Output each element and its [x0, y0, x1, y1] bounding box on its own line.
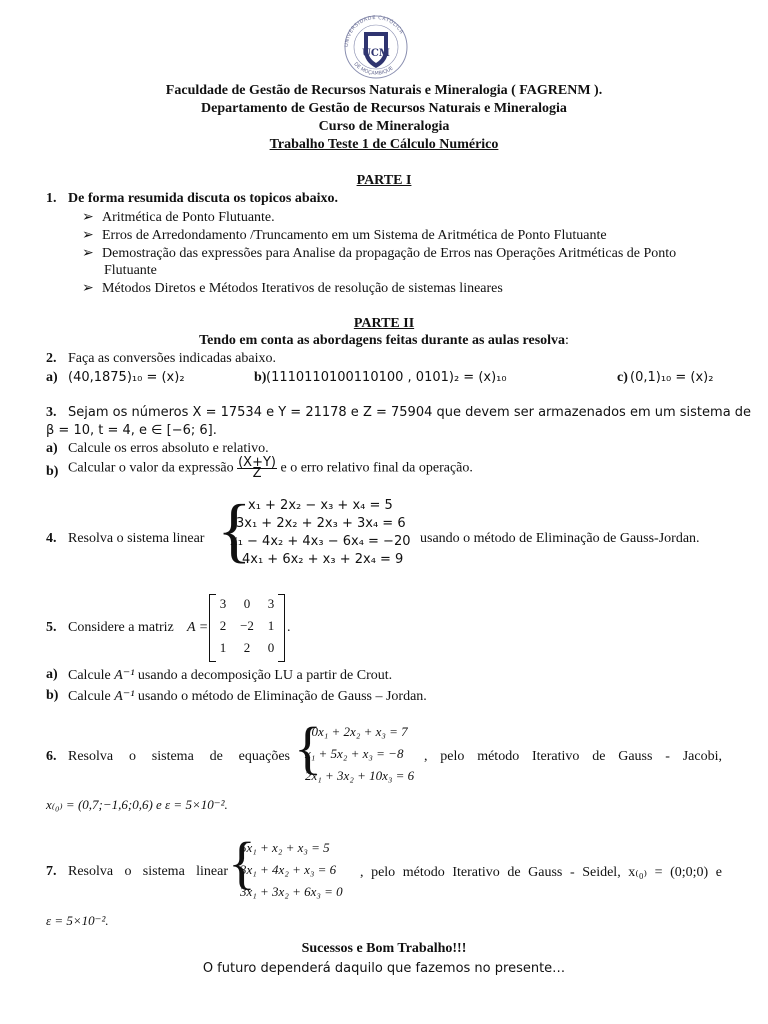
bullet-4: ➢ Métodos Diretos e Métodos Iterativos de resolução de sistemas lineares	[82, 281, 503, 296]
matrix-cell: 0	[267, 640, 275, 655]
department-title: Departamento de Gestão de Recursos Naturais e Mineralogia	[201, 101, 567, 116]
faculty-title: Faculdade de Gestão de Recursos Naturais e Mineralogia ( FAGRENM ).	[165, 83, 603, 98]
matrix-cell: 2	[219, 618, 227, 633]
q7-number: 7.	[46, 864, 57, 879]
q2-number: 2.	[46, 351, 57, 366]
q5a-text: Calcule A⁻¹ usando a decomposição LU a partir de Crout.	[68, 668, 393, 683]
q4-equation-2: 3x₁ + 2x₂ + 2x₃ + 3x₄ = 6	[236, 516, 406, 531]
matrix-cell: 2	[243, 640, 251, 655]
q7-text: Resolva o sistema linear	[68, 864, 228, 879]
arrow-bullet-icon: ➢	[82, 281, 94, 296]
q7-equation-3: 3x₁ + 3x₂ + 6x₃ = 0	[240, 884, 343, 899]
q7-equation-1: 5x₁ + x₂ + x₃ = 5	[240, 840, 330, 855]
q2b-expression: (1110110100110100 , 0101)₂ = (x)₁₀	[266, 370, 507, 385]
q5-text: Considere a matriz	[68, 620, 174, 635]
bullet-2: ➢ Erros de Arredondamento /Truncamento em um Sistema de Aritmética de Ponto Flutuante	[82, 228, 607, 243]
q6-equation-1: 10x₁ + 2x₂ + x₃ = 7	[305, 724, 408, 739]
svg-text:UCM: UCM	[362, 48, 390, 59]
part2-title: PARTE II	[353, 316, 415, 331]
q6-text: Resolva o sistema de equações	[68, 749, 290, 764]
q3-text-line2: β = 10, t = 4, e ∈ [−6; 6].	[46, 423, 217, 438]
q3b-label: b)	[46, 464, 59, 479]
q6-number: 6.	[46, 749, 57, 764]
q2a-expression: (40,1875)₁₀ = (x)₂	[68, 370, 185, 385]
q6-method: , pelo método Iterativo de Gauss - Jacobi,	[424, 749, 722, 764]
matrix-cell: 3	[219, 596, 227, 611]
closing-quote: O futuro dependerá daquilo que fazemos no presente…	[202, 961, 566, 976]
matrix-a	[209, 594, 285, 660]
university-logo	[336, 14, 416, 80]
q2a-label: a)	[46, 370, 58, 385]
q3-number: 3.	[46, 405, 57, 420]
closing-message: Sucessos e Bom Trabalho!!!	[301, 941, 467, 956]
part1-title: PARTE I	[356, 173, 412, 188]
q1-text: De forma resumida discuta os topicos abaixo.	[68, 191, 339, 206]
q6-initial-values: x₍₀₎ = (0,7;−1,6;0,6) e ε = 5×10⁻².	[46, 797, 228, 812]
q4-equation-1: x₁ + 2x₂ − x₃ + x₄ = 5	[248, 498, 393, 513]
fraction: $\frac{(X+Y)}{Z}$	[238, 455, 276, 481]
arrow-bullet-icon: ➢	[82, 228, 94, 243]
part2-subtitle: Tendo em conta as abordagens feitas durante as aulas resolva:	[199, 333, 569, 348]
q1-number: 1.	[46, 191, 57, 206]
matrix-cell: 1	[267, 618, 275, 633]
q6-equation-3: 2x₁ + 3x₂ + 10x₃ = 6	[305, 768, 415, 783]
q5a-label: a)	[46, 667, 58, 682]
q7-equation-2: 3x₁ + 4x₂ + x₃ = 6	[240, 862, 337, 877]
q3b-text: Calcular o valor da expressão $\frac{(X+Y)}{Z}$ e o erro relativo final da operação.	[68, 455, 473, 481]
svg-text:DE MOÇAMBIQUE: DE MOÇAMBIQUE	[352, 61, 395, 77]
q4-method: usando o método de Eliminação de Gauss-Jordan.	[420, 531, 700, 546]
q4-number: 4.	[46, 531, 57, 546]
seal-icon	[336, 14, 416, 80]
brace-icon: {	[294, 715, 322, 780]
q4-equation-4: 4x₁ + 6x₂ + x₃ + 2x₄ = 9	[242, 552, 404, 567]
q2-text: Faça as conversões indicadas abaixo.	[68, 351, 276, 366]
q5-period: .	[287, 620, 291, 635]
matrix-cell: 1	[219, 640, 227, 655]
q3a-label: a)	[46, 441, 58, 456]
q4-equation-3: x₁ − 4x₂ + 4x₃ − 6x₄ = −20	[230, 534, 411, 549]
q4-text: Resolva o sistema linear	[68, 531, 205, 546]
bullet-3-continued: Flutuante	[104, 263, 157, 278]
q2b-label: b)	[254, 370, 267, 385]
q2c-expression: (0,1)₁₀ = (x)₂	[630, 370, 714, 385]
q3a-text: Calcule os erros absoluto e relativo.	[68, 441, 269, 456]
bullet-3: ➢ Demostração das expressões para Analise da propagação de Erros nas Operações Aritméticas de Ponto	[82, 246, 677, 261]
q3-text-line1: Sejam os números X = 17534 e Y = 21178 e Z = 75904 que devem ser armazenados em um sistema de	[68, 405, 752, 420]
q7-method: , pelo método Iterativo de Gauss - Seidel, x₍₀₎ = (0;0;0) e	[360, 865, 722, 880]
course-title: Curso de Mineralogia	[318, 119, 450, 134]
matrix-cell: 0	[243, 596, 251, 611]
matrix-cell: 3	[267, 596, 275, 611]
q5b-text: Calcule A⁻¹ usando o método de Eliminação de Gauss – Jordan.	[68, 689, 427, 704]
matrix-cell: −2	[240, 618, 254, 633]
matrix-variable: A =	[187, 620, 209, 635]
arrow-bullet-icon: ➢	[82, 210, 94, 225]
q5b-label: b)	[46, 688, 59, 703]
q2c-label: c)	[617, 370, 628, 385]
brace-icon: {	[217, 490, 252, 570]
q5-number: 5.	[46, 620, 57, 635]
q7-epsilon: ε = 5×10⁻².	[46, 913, 109, 928]
test-title: Trabalho Teste 1 de Cálculo Numérico	[269, 137, 499, 152]
arrow-bullet-icon: ➢	[82, 246, 94, 261]
brace-icon: {	[228, 830, 256, 895]
q6-equation-2: x₁ + 5x₂ + x₃ = −8	[305, 746, 404, 761]
bullet-1: ➢ Aritmética de Ponto Flutuante.	[82, 210, 275, 225]
svg-text:UNIVERSIDADE CATÓLICA: UNIVERSIDADE CATÓLICA	[343, 14, 405, 48]
